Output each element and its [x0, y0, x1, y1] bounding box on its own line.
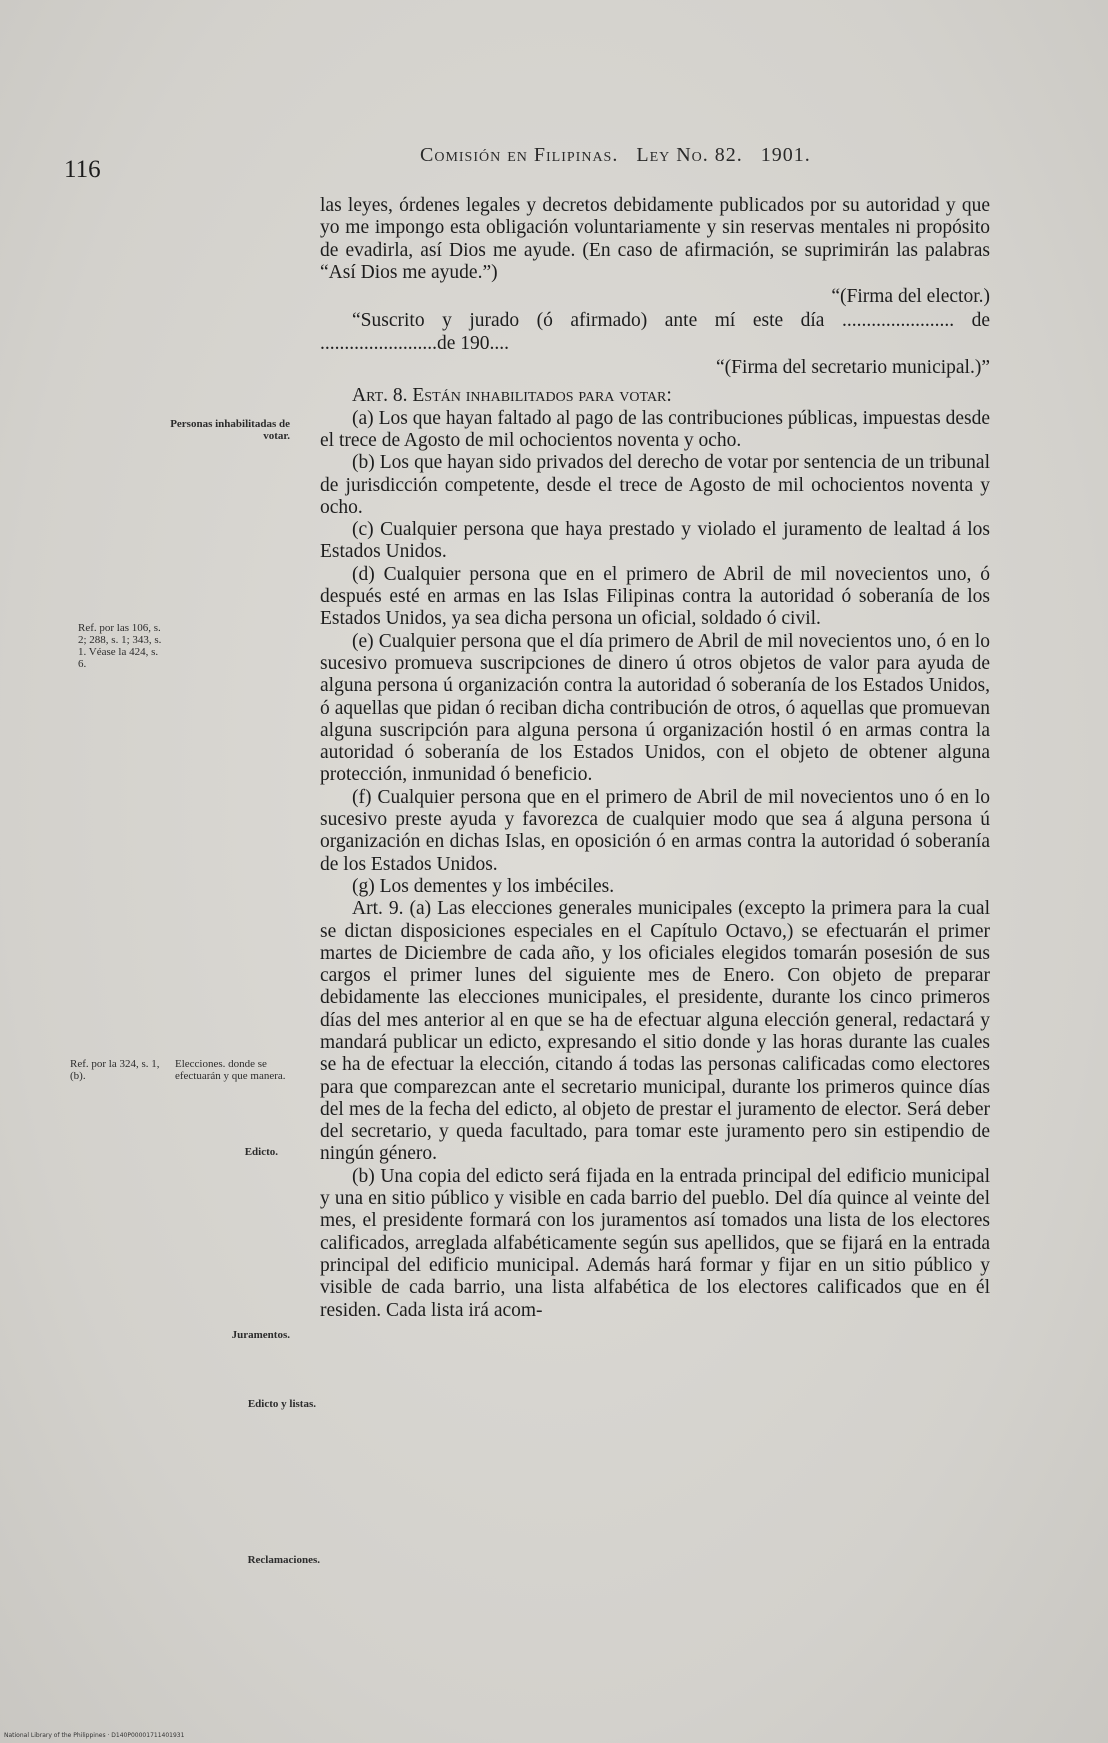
clause-f: (f) Cualquier persona que en el primero de Abril de mil novecientos uno ó en lo sucesivo preste ayuda y favorezca de cualquier modo que sea á alguna persona ú organización en dichas Islas, en oposición ó en armas contra la autoridad ó soberanía de los Estados Unidos.: [320, 786, 990, 875]
article-8-heading: Art. 8. Están inhabilitados para votar:: [352, 385, 672, 407]
clause-e: (e) Cualquier persona que el día primero de Abril de mil novecientos uno, ó en lo sucesivo promueva suscripciones de dinero ú otros objetos de valor para ayuda de alguna persona ú organización contra la autoridad ó soberanía de los Estados Unidos, ó aquellas que pidan ó reciban dicha contribución de otros, ó aquellas que promuevan alguna suscripción para alguna persona ú organización hostil ó en armas contra la autoridad ó soberanía de los Estados Unidos, con el objeto de obtener alguna protección, inmunidad ó beneficio.: [320, 630, 990, 786]
running-year: 1901.: [760, 144, 811, 166]
clause-a: (a) Los que hayan faltado al pago de las contribuciones públicas, impuestas desde el trece de Agosto de mil ochocientos noventa y ocho.: [320, 407, 990, 451]
margin-note-ref-1: Ref. por las 106, s. 2; 288, s. 1; 343, s. 1. Véase la 424, s. 6.: [78, 622, 162, 670]
paragraph-suscrito: “Suscrito y jurado (ó afirmado) ante mí este día ....................... de ........................de 190....: [320, 310, 990, 354]
paragraph-intro: las leyes, órdenes legales y decretos debidamente publicados por su autoridad y que yo me impongo esta obligación voluntariamente y sin reservas mentales ni propósito de evadirla, así Dios me ayude. (En caso de afirmación, se suprimirán las palabras “Así Dios me ayude.”): [320, 195, 990, 283]
margin-note-edicto: Edicto.: [244, 1146, 278, 1158]
signature-secretario: “(Firma del secretario municipal.)”: [716, 357, 990, 379]
margin-note-ref-2: Ref. por la 324, s. 1, (b).: [70, 1058, 160, 1082]
signature-elector: “(Firma del elector.): [831, 286, 990, 308]
clause-c: (c) Cualquier persona que haya prestado y violado el juramento de lealtad á los Estados Unidos.: [320, 519, 990, 563]
running-title-part2: Ley No. 82.: [636, 144, 743, 166]
margin-note-elecciones: Elecciones. donde se efectuarán y que manera.: [175, 1058, 286, 1082]
margin-note-personas-inhabilitadas: Personas inhabilitadas de votar.: [170, 418, 290, 442]
article-9-b: (b) Una copia del edicto será fijada en la entrada principal del edificio municipal y una en sitio público y visible en cada barrio del pueblo. Del día quince al veinte del mes, el presidente formará con los juramentos así tomados una lista de los electores calificados, arreglada alfabéticamente según sus apellidos, que se fijará en la entrada principal del edificio municipal. Además hará formar y fijar en un sitio público y visible de cada barrio, una lista alfabética de los electores calificados que en él residen. Cada lista irá acom-: [320, 1165, 990, 1321]
clause-g: (g) Los dementes y los imbéciles.: [352, 875, 615, 897]
margin-note-juramentos: Juramentos.: [231, 1329, 290, 1341]
margin-note-edicto-listas: Edicto y listas.: [247, 1398, 316, 1410]
clause-b: (b) Los que hayan sido privados del derecho de votar por sentencia de un tribunal de jurisdicción competente, desde el trece de Agosto de mil ochocientos noventa y ocho.: [320, 452, 990, 518]
running-title-part1: Comisión en Filipinas.: [420, 144, 619, 166]
clause-d: (d) Cualquier persona que en el primero de Abril de mil novecientos uno, ó después esté en armas en las Islas Filipinas contra la autoridad ó soberanía de los Estados Unidos, ya sea dicha persona un oficial, soldado ó civil.: [320, 563, 990, 630]
scan-footer: National Library of the Philippines · D140P00001711401931: [4, 1732, 185, 1739]
running-header: [420, 144, 811, 167]
article-9-a: Art. 9. (a) Las elecciones generales municipales (excepto la primera para la cual se dictan disposiciones especiales en el Capítulo Octavo,) se efectuarán el primer martes de Diciembre de cada año, y los oficiales elegidos tomarán posesión de sus cargos el primer lunes del siguiente mes de Enero. Con objeto de preparar debidamente las elecciones municipales, el presidente, durante los cinco primeros días del mes anterior al en que se ha de efectuar alguna elección general, redactará y mandará publicar un edicto, expresando el sitio donde y las horas durante las cuales se ha de efectuar la elección, citando á todas las personas calificadas como electores para que comparezcan ante el secretario municipal, durante los primeros quince días del mes de la fecha del edicto, al objeto de prestar el juramento de elector. Será deber del secretario, y queda facultado, para tomar este juramento pero sin estipendio de ningún género.: [320, 898, 990, 1165]
body-text: [320, 195, 990, 1322]
page-number: 116: [64, 156, 101, 183]
margin-note-reclamaciones: Reclamaciones.: [247, 1554, 320, 1566]
